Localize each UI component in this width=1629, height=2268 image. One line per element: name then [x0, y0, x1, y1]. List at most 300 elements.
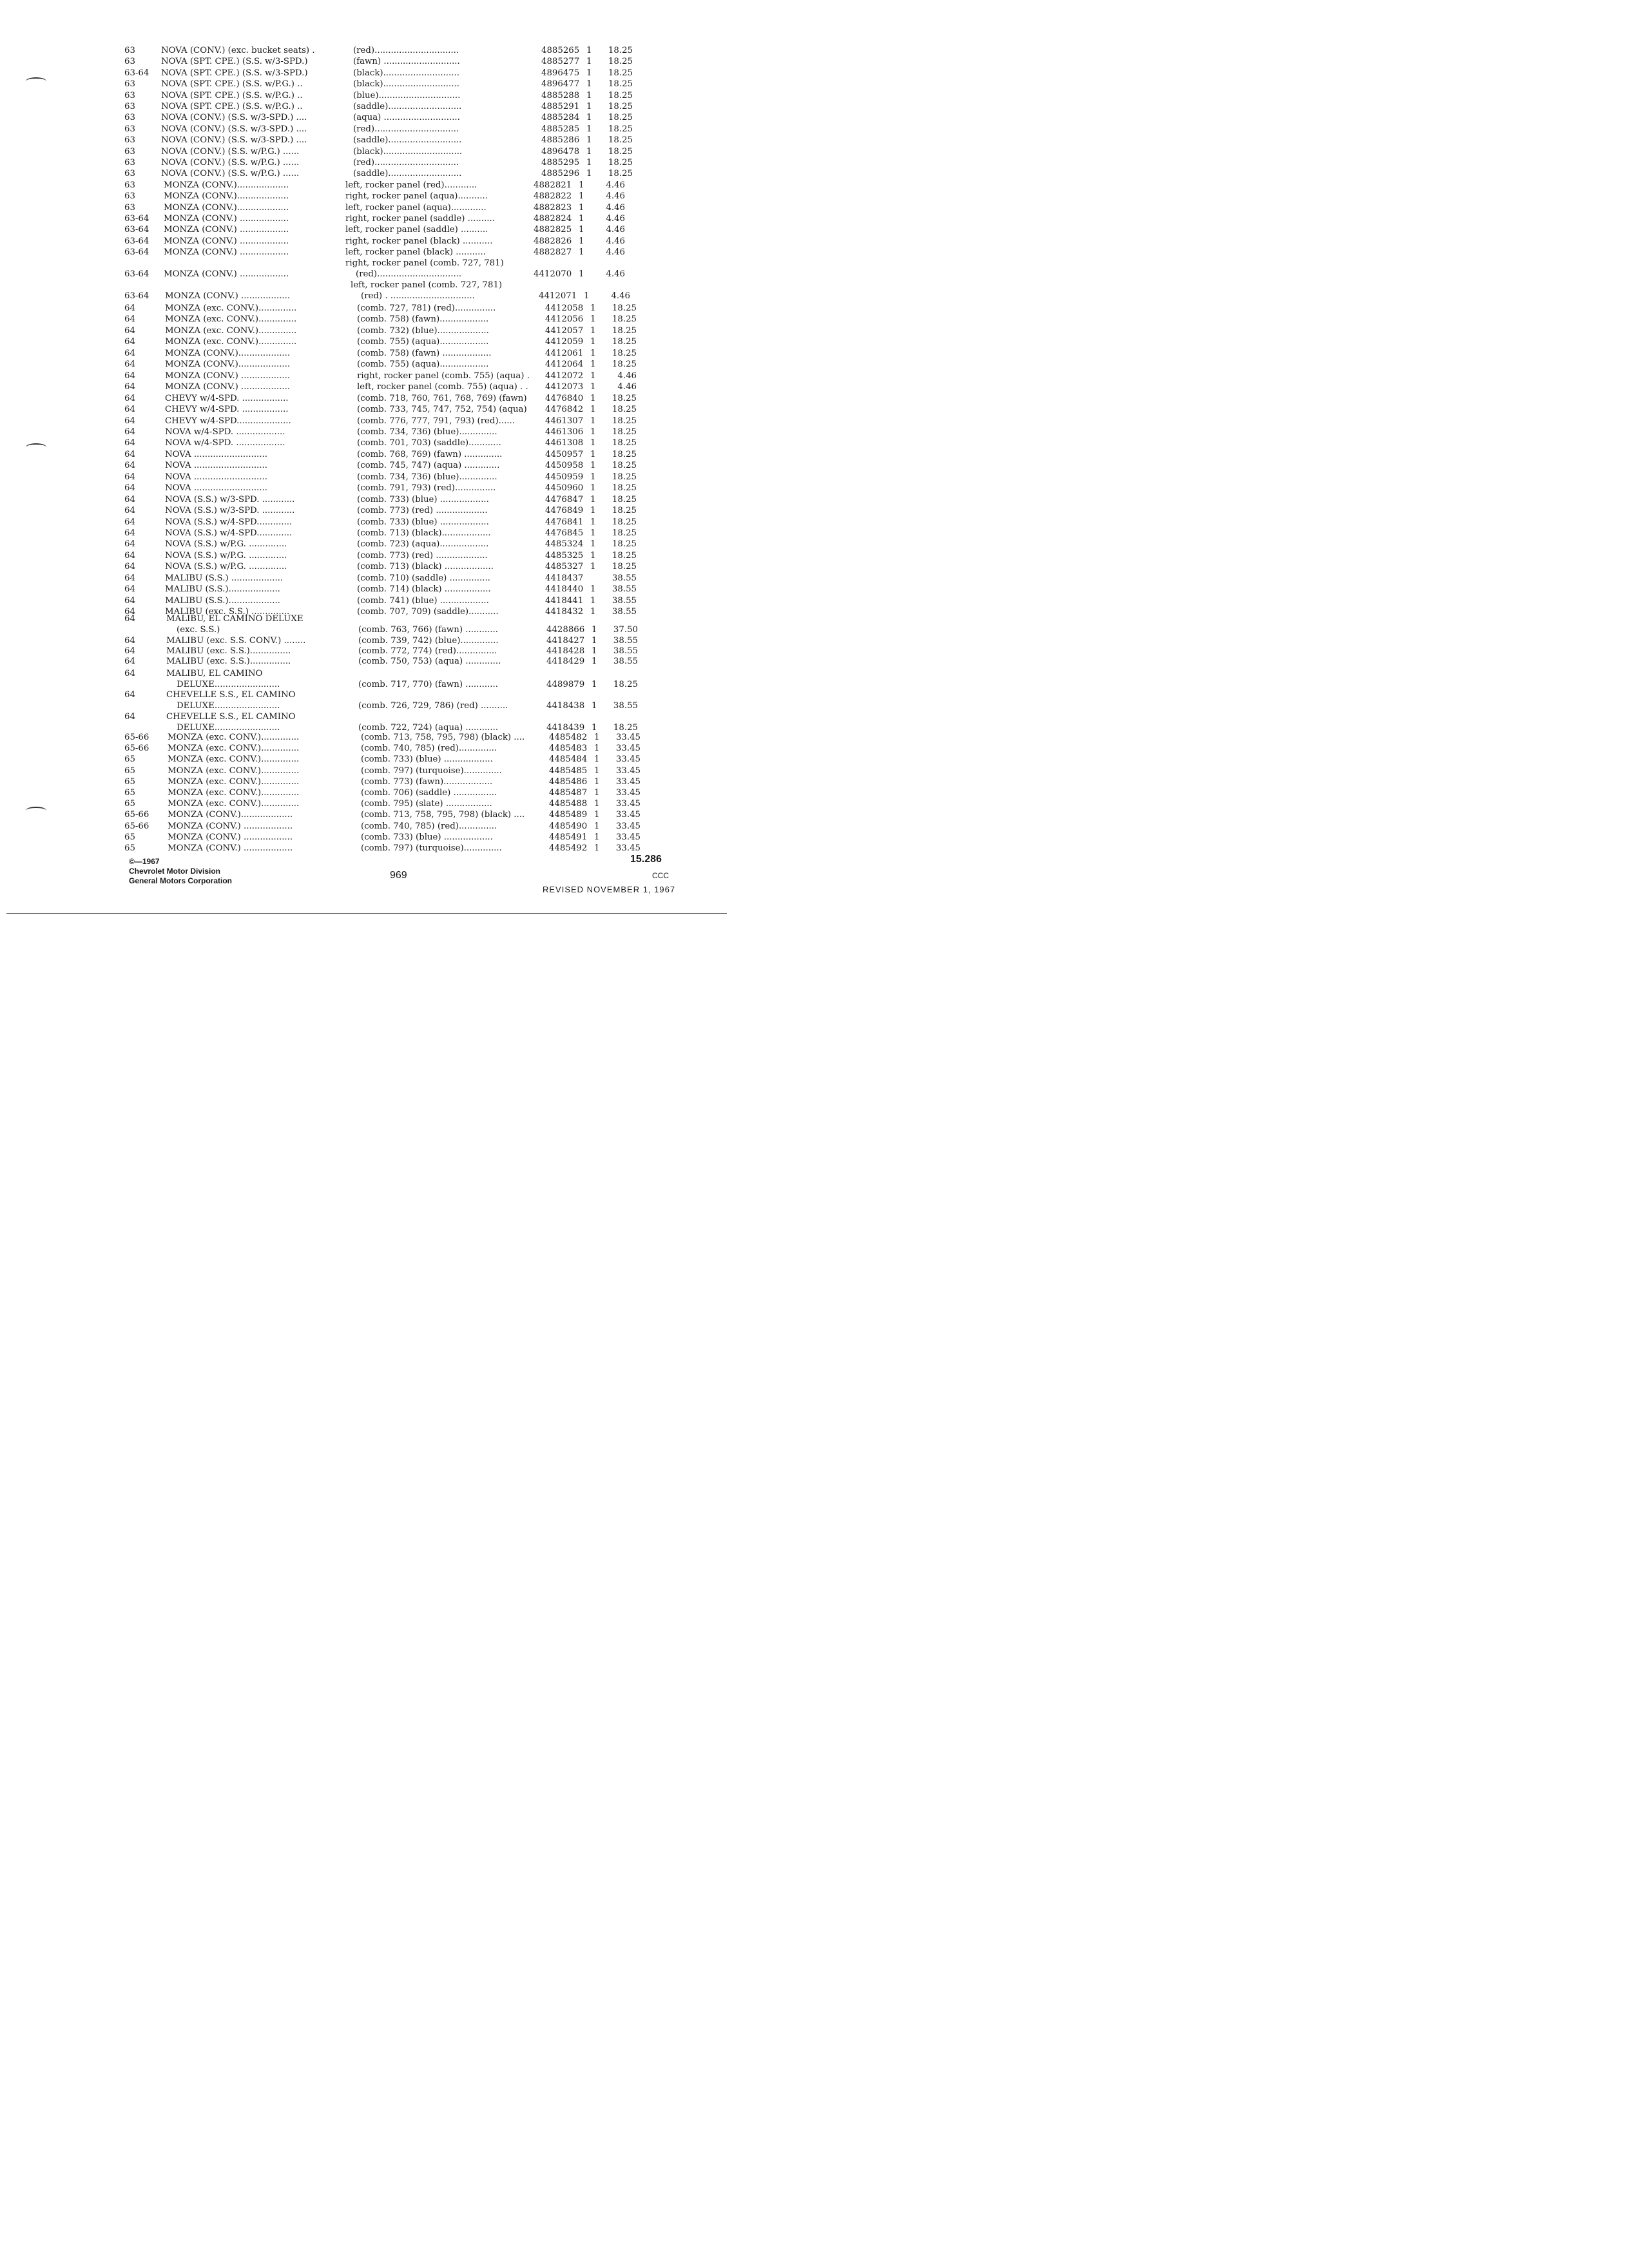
- year-cell: 64: [124, 360, 135, 370]
- year-cell: 64: [124, 646, 135, 656]
- part-number-cell: 4476841: [545, 517, 584, 527]
- quantity-cell: 1: [586, 46, 592, 55]
- quantity-cell: 1: [590, 506, 596, 516]
- copyright: ©—1967: [129, 857, 160, 866]
- price-cell: 18.25: [608, 102, 633, 111]
- part-number-cell: 4476842: [545, 405, 584, 415]
- year-cell: 64: [124, 573, 135, 583]
- quantity-cell: 1: [594, 765, 600, 776]
- description-cell: (comb. 706) (saddle) ................: [361, 788, 497, 798]
- model-cell: MONZA (exc. CONV.)..............: [168, 788, 300, 798]
- quantity-cell: 1: [594, 810, 600, 820]
- year-cell: 64: [124, 472, 135, 482]
- description-cell: (comb. 733) (blue) ..................: [361, 754, 493, 765]
- quantity-cell: 1: [592, 657, 597, 666]
- quantity-cell: 1: [590, 325, 596, 336]
- quantity-cell: 1: [579, 180, 584, 190]
- description-cell: (comb. 717, 770) (fawn) ............: [358, 680, 498, 689]
- year-cell: 64: [124, 337, 135, 347]
- price-cell: 18.25: [608, 79, 633, 90]
- part-number-cell: 4450960: [545, 483, 584, 494]
- year-cell: 63: [124, 124, 135, 134]
- price-cell: 18.25: [608, 124, 633, 134]
- model-cell: NOVA (CONV.) (exc. bucket seats) .: [161, 46, 315, 55]
- model-cell: MONZA (CONV.) ..................: [164, 236, 289, 246]
- description-cell: (comb. 713, 758, 795, 798) (black) ....: [361, 733, 525, 742]
- part-number-cell: 4476840: [545, 393, 584, 403]
- price-cell: 4.46: [606, 202, 625, 213]
- part-number-cell: 4418429: [546, 657, 585, 666]
- description-cell: left, rocker panel (red)............: [345, 180, 477, 190]
- description-cell: (comb. 713) (black) ..................: [357, 562, 494, 572]
- description-cell: (comb. 797) (turquoise)..............: [361, 765, 502, 776]
- part-number-cell: 4412057: [545, 325, 584, 336]
- year-cell: 63-64: [124, 269, 149, 279]
- model-cell: MONZA (exc. CONV.)..............: [165, 337, 297, 347]
- quantity-cell: 1: [586, 68, 592, 78]
- revision-date: REVISED NOVEMBER 1, 1967: [543, 885, 676, 894]
- part-number-cell: 4418439: [546, 723, 585, 733]
- description-cell: (red)...............................: [353, 124, 459, 134]
- quantity-cell: 1: [586, 113, 592, 123]
- model-cell: MALIBU, EL CAMINO: [166, 669, 263, 678]
- quantity-cell: 1: [584, 291, 590, 301]
- quantity-cell: 1: [594, 744, 600, 754]
- quantity-cell: 1: [594, 799, 600, 809]
- model-cell: MONZA (exc. CONV.)..............: [168, 754, 300, 765]
- quantity-cell: 1: [579, 269, 584, 279]
- year-cell: 64: [124, 595, 135, 606]
- year-cell: 63-64: [124, 291, 149, 301]
- quantity-cell: 1: [590, 416, 596, 426]
- price-cell: 18.25: [612, 337, 637, 347]
- year-cell: 64: [124, 614, 135, 624]
- binder-hole-mark: [26, 443, 46, 451]
- year-cell: 64: [124, 438, 135, 448]
- price-cell: 18.25: [608, 158, 633, 168]
- quantity-cell: 1: [594, 832, 600, 842]
- model-cell: NOVA (S.S.) w/4-SPD.............: [165, 517, 293, 527]
- model-cell: MONZA (CONV.) ..................: [165, 291, 291, 301]
- price-cell: 18.25: [612, 528, 637, 538]
- part-number-cell: 4485490: [549, 821, 588, 831]
- quantity-cell: 1: [590, 517, 596, 527]
- quantity-cell: 1: [592, 701, 597, 711]
- description-cell: (saddle)...........................: [353, 102, 462, 111]
- model-cell: MONZA (exc. CONV.)..............: [168, 799, 300, 809]
- year-cell: 63: [124, 79, 135, 90]
- corporation-name: General Motors Corporation: [129, 876, 233, 885]
- model-cell: MALIBU (S.S.)...................: [165, 595, 280, 606]
- model-cell: MALIBU (exc. S.S. CONV.) ........: [166, 636, 306, 646]
- quantity-cell: 1: [590, 483, 596, 494]
- quantity-cell: 1: [579, 225, 584, 235]
- bottom-rule: [6, 913, 727, 914]
- price-cell: 18.25: [612, 506, 637, 516]
- model-cell: NOVA (SPT. CPE.) (S.S. w/P.G.) ..: [161, 102, 303, 111]
- description-cell: (red)...............................: [356, 269, 462, 279]
- description-cell: right, rocker panel (comb. 755) (aqua) .: [357, 370, 530, 381]
- price-cell: 4.46: [606, 180, 625, 190]
- model-cell: DELUXE........................: [177, 701, 280, 711]
- price-cell: 33.45: [615, 810, 641, 820]
- price-cell: 18.25: [612, 494, 637, 505]
- part-number-cell: 4485482: [549, 733, 588, 742]
- price-cell: 38.55: [612, 584, 637, 595]
- part-number-cell: 4485486: [549, 776, 588, 787]
- year-cell: 64: [124, 562, 135, 572]
- year-cell: 65: [124, 765, 135, 776]
- part-number-cell: 4418440: [545, 584, 584, 595]
- part-number-cell: 4418428: [546, 646, 585, 656]
- price-cell: 4.46: [617, 370, 637, 381]
- description-cell: left, rocker panel (comb. 727, 781): [351, 280, 503, 290]
- description-cell: (comb. 707, 709) (saddle)...........: [357, 607, 499, 617]
- model-cell: MONZA (exc. CONV.)..............: [168, 765, 300, 776]
- model-cell: CHEVY w/4-SPD. .................: [165, 393, 289, 403]
- part-number-cell: 4882825: [534, 225, 572, 235]
- year-cell: 64: [124, 550, 135, 561]
- price-cell: 33.45: [615, 799, 641, 809]
- quantity-cell: 1: [592, 636, 597, 646]
- quantity-cell: 1: [590, 562, 596, 572]
- model-cell: NOVA (CONV.) (S.S. w/3-SPD.) ....: [161, 135, 307, 146]
- part-number-cell: 4485325: [545, 550, 584, 561]
- part-number-cell: 4882827: [534, 247, 572, 258]
- price-cell: 4.46: [611, 291, 630, 301]
- part-number-cell: 4412058: [545, 303, 584, 313]
- part-number-cell: 4476847: [545, 494, 584, 505]
- model-cell: CHEVY w/4-SPD....................: [165, 416, 291, 426]
- price-cell: 4.46: [606, 191, 625, 202]
- price-cell: 18.25: [612, 483, 637, 494]
- description-cell: left, rocker panel (saddle) ..........: [345, 225, 488, 235]
- price-cell: 33.45: [615, 788, 641, 798]
- year-cell: 63: [124, 180, 135, 190]
- year-cell: 63: [124, 57, 135, 67]
- description-cell: (saddle)...........................: [353, 135, 462, 146]
- description-cell: left, rocker panel (black) ...........: [345, 247, 486, 258]
- part-number-cell: 4485491: [549, 832, 588, 842]
- model-cell: MONZA (CONV.)...................: [168, 810, 293, 820]
- quantity-cell: 1: [594, 843, 600, 853]
- model-cell: MONZA (exc. CONV.)..............: [168, 733, 300, 742]
- year-cell: 63: [124, 158, 135, 168]
- description-cell: (comb. 768, 769) (fawn) ..............: [357, 449, 503, 459]
- description-cell: (comb. 758) (fawn)..................: [357, 314, 489, 325]
- year-cell: 65-66: [124, 821, 149, 831]
- price-cell: 33.45: [615, 754, 641, 765]
- part-number-cell: 4476845: [545, 528, 584, 538]
- part-number-cell: 4412072: [545, 370, 584, 381]
- description-cell: left, rocker panel (aqua).............: [345, 202, 487, 213]
- model-cell: NOVA (S.S.) w/P.G. ..............: [165, 550, 287, 561]
- price-cell: 18.25: [612, 314, 637, 325]
- quantity-cell: 1: [579, 214, 584, 224]
- description-cell: (red)...............................: [353, 158, 459, 168]
- year-cell: 64: [124, 528, 135, 538]
- model-cell: NOVA w/4-SPD. ..................: [165, 438, 285, 448]
- quantity-cell: 1: [586, 102, 592, 111]
- quantity-cell: 1: [579, 247, 584, 258]
- description-cell: right, rocker panel (comb. 727, 781): [345, 258, 504, 268]
- model-cell: MONZA (CONV.)...................: [165, 348, 291, 358]
- part-number-cell: 4418437: [545, 573, 584, 583]
- price-cell: 18.25: [612, 393, 637, 403]
- price-cell: 18.25: [613, 723, 638, 733]
- price-cell: 38.55: [613, 657, 638, 666]
- quantity-cell: 1: [586, 124, 592, 134]
- price-cell: 33.45: [615, 821, 641, 831]
- price-cell: 18.25: [612, 539, 637, 550]
- model-cell: NOVA (S.S.) w/4-SPD.............: [165, 528, 293, 538]
- quantity-cell: 1: [590, 449, 596, 459]
- model-cell: MONZA (CONV.) ..................: [165, 370, 291, 381]
- model-cell: NOVA ...........................: [165, 472, 267, 482]
- model-cell: MONZA (CONV.) ..................: [168, 843, 293, 853]
- price-cell: 4.46: [606, 225, 625, 235]
- description-cell: (aqua) ............................: [353, 113, 460, 123]
- price-cell: 18.25: [612, 562, 637, 572]
- price-cell: 18.25: [613, 680, 638, 689]
- quantity-cell: 1: [586, 90, 592, 101]
- price-cell: 33.45: [615, 765, 641, 776]
- quantity-cell: 1: [590, 337, 596, 347]
- price-cell: 4.46: [617, 382, 637, 392]
- part-number-cell: 4412056: [545, 314, 584, 325]
- model-cell: DELUXE........................: [177, 723, 280, 733]
- quantity-cell: 1: [590, 528, 596, 538]
- description-cell: (comb. 763, 766) (fawn) ............: [358, 625, 498, 635]
- year-cell: 64: [124, 669, 135, 678]
- price-cell: 33.45: [615, 843, 641, 853]
- part-number-cell: 4412070: [534, 269, 572, 279]
- price-cell: 18.25: [612, 472, 637, 482]
- description-cell: (fawn) ............................: [353, 57, 460, 67]
- description-cell: (black)............................: [353, 79, 459, 90]
- model-cell: MALIBU (S.S.)...................: [165, 584, 280, 595]
- part-number-cell: 4885295: [541, 158, 580, 168]
- price-cell: 18.25: [608, 146, 633, 157]
- year-cell: 63-64: [124, 214, 149, 224]
- year-cell: 63: [124, 102, 135, 111]
- year-cell: 64: [124, 393, 135, 403]
- quantity-cell: 1: [579, 236, 584, 246]
- quantity-cell: 1: [590, 607, 596, 617]
- part-number-cell: 4885288: [541, 90, 580, 101]
- model-cell: NOVA (SPT. CPE.) (S.S. w/P.G.) ..: [161, 79, 303, 90]
- part-number-cell: 4412059: [545, 337, 584, 347]
- part-number-cell: 4418441: [545, 595, 584, 606]
- description-cell: (comb. 750, 753) (aqua) .............: [358, 657, 501, 666]
- model-cell: MONZA (CONV.)...................: [164, 202, 289, 213]
- quantity-cell: 1: [592, 625, 597, 635]
- year-cell: 64: [124, 539, 135, 550]
- quantity-cell: 1: [594, 754, 600, 765]
- description-cell: right, rocker panel (black) ...........: [345, 236, 493, 246]
- model-cell: NOVA (S.S.) w/P.G. ..............: [165, 539, 287, 550]
- price-cell: 18.25: [608, 90, 633, 101]
- description-cell: (black)............................: [353, 68, 459, 78]
- year-cell: 64: [124, 303, 135, 313]
- division-name: Chevrolet Motor Division: [129, 867, 221, 876]
- description-cell: (comb. 701, 703) (saddle)............: [357, 438, 501, 448]
- description-cell: (red)...............................: [353, 46, 459, 55]
- year-cell: 64: [124, 517, 135, 527]
- year-cell: 65-66: [124, 733, 149, 742]
- price-cell: 38.55: [612, 595, 637, 606]
- year-cell: 64: [124, 483, 135, 494]
- price-cell: 18.25: [612, 550, 637, 561]
- quantity-cell: 1: [590, 472, 596, 482]
- year-cell: 64: [124, 325, 135, 336]
- description-cell: (comb. 758) (fawn) ..................: [357, 348, 492, 358]
- part-number-cell: 4489879: [546, 680, 585, 689]
- year-cell: 63-64: [124, 236, 149, 246]
- price-cell: 38.55: [612, 573, 637, 583]
- price-cell: 18.25: [612, 461, 637, 471]
- part-number-cell: 4885265: [541, 46, 580, 55]
- description-cell: (comb. 739, 742) (blue)..............: [358, 636, 499, 646]
- quantity-cell: 1: [590, 539, 596, 550]
- model-cell: MONZA (exc. CONV.)..............: [165, 303, 297, 313]
- part-number-cell: 4882823: [534, 202, 572, 213]
- model-cell: MONZA (CONV.)...................: [164, 191, 289, 202]
- price-cell: 33.45: [615, 776, 641, 787]
- description-cell: (comb. 772, 774) (red)...............: [358, 646, 497, 656]
- model-cell: MONZA (CONV.) ..................: [165, 382, 291, 392]
- year-cell: 64: [124, 584, 135, 595]
- model-cell: MALIBU (exc. S.S.)...............: [166, 646, 291, 656]
- quantity-cell: 1: [590, 393, 596, 403]
- part-number-cell: 4882821: [534, 180, 572, 190]
- price-cell: 4.46: [606, 214, 625, 224]
- model-cell: MONZA (CONV.) ..................: [164, 214, 289, 224]
- model-cell: NOVA (CONV.) (S.S. w/P.G.) ......: [161, 169, 300, 179]
- description-cell: (comb. 723) (aqua)..................: [357, 539, 489, 550]
- part-number-cell: 4885291: [541, 102, 580, 111]
- part-number-cell: 4412061: [545, 348, 584, 358]
- part-number-cell: 4896475: [541, 68, 580, 78]
- quantity-cell: 1: [590, 382, 596, 392]
- year-cell: 64: [124, 348, 135, 358]
- description-cell: (comb. 726, 729, 786) (red) ..........: [358, 701, 508, 711]
- year-cell: 63-64: [124, 68, 149, 78]
- part-number-cell: 4896477: [541, 79, 580, 90]
- part-number-cell: 4485489: [549, 810, 588, 820]
- description-cell: (red) . ...............................: [361, 291, 475, 301]
- quantity-cell: 1: [592, 646, 597, 656]
- model-cell: MALIBU (S.S.) ...................: [165, 573, 284, 583]
- model-cell: NOVA ...........................: [165, 483, 267, 494]
- year-cell: 64: [124, 382, 135, 392]
- year-cell: 63: [124, 113, 135, 123]
- model-cell: CHEVY w/4-SPD. .................: [165, 405, 289, 415]
- year-cell: 64: [124, 690, 135, 700]
- price-cell: 4.46: [606, 247, 625, 258]
- quantity-cell: 1: [590, 360, 596, 370]
- model-cell: NOVA (S.S.) w/3-SPD. ............: [165, 506, 295, 516]
- description-cell: (comb. 733) (blue) ..................: [357, 494, 489, 505]
- description-cell: (comb. 713, 758, 795, 798) (black) ....: [361, 810, 525, 820]
- model-cell: CHEVELLE S.S., EL CAMINO: [166, 712, 296, 722]
- part-number-cell: 4485484: [549, 754, 588, 765]
- model-cell: NOVA (S.S.) w/P.G. ..............: [165, 562, 287, 572]
- price-cell: 18.25: [608, 68, 633, 78]
- description-cell: (comb. 722, 724) (aqua) ............: [358, 723, 499, 733]
- description-cell: (comb. 733) (blue) ..................: [361, 832, 493, 842]
- part-number-cell: 4485324: [545, 539, 584, 550]
- quantity-cell: 1: [592, 723, 597, 733]
- description-cell: (comb. 740, 785) (red)..............: [361, 821, 497, 831]
- model-cell: NOVA ...........................: [165, 461, 267, 471]
- price-cell: 18.25: [608, 169, 633, 179]
- part-number-cell: 4461307: [545, 416, 584, 426]
- quantity-cell: 1: [586, 146, 592, 157]
- model-cell: MONZA (exc. CONV.)..............: [168, 744, 300, 754]
- part-number-cell: 4882822: [534, 191, 572, 202]
- description-cell: (comb. 733) (blue) ..................: [357, 517, 489, 527]
- year-cell: 64: [124, 657, 135, 666]
- binder-hole-mark: [26, 77, 46, 85]
- year-cell: 64: [124, 712, 135, 722]
- part-number-cell: 4485483: [549, 744, 588, 754]
- year-cell: 63-64: [124, 225, 149, 235]
- quantity-cell: 1: [590, 427, 596, 437]
- part-number-cell: 4485492: [549, 843, 588, 853]
- quantity-cell: 1: [590, 595, 596, 606]
- catalog-code: CCC: [652, 871, 669, 880]
- year-cell: 64: [124, 461, 135, 471]
- year-cell: 63: [124, 169, 135, 179]
- price-cell: 18.25: [612, 517, 637, 527]
- price-cell: 18.25: [612, 303, 637, 313]
- year-cell: 64: [124, 506, 135, 516]
- page-number: 969: [390, 870, 407, 881]
- price-cell: 18.25: [612, 438, 637, 448]
- price-cell: 18.25: [612, 427, 637, 437]
- part-number-cell: 4428866: [546, 625, 585, 635]
- part-number-cell: 4412071: [539, 291, 577, 301]
- part-number-cell: 4896478: [541, 146, 580, 157]
- part-number-cell: 4885284: [541, 113, 580, 123]
- description-cell: (comb. 733, 745, 747, 752, 754) (aqua): [357, 405, 527, 415]
- year-cell: 64: [124, 370, 135, 381]
- price-cell: 18.25: [612, 416, 637, 426]
- part-number-cell: 4885285: [541, 124, 580, 134]
- description-cell: (comb. 727, 781) (red)...............: [357, 303, 496, 313]
- year-cell: 64: [124, 416, 135, 426]
- model-cell: NOVA (CONV.) (S.S. w/3-SPD.) ....: [161, 113, 307, 123]
- quantity-cell: 1: [586, 169, 592, 179]
- model-cell: NOVA w/4-SPD. ..................: [165, 427, 285, 437]
- price-cell: 18.25: [608, 113, 633, 123]
- part-number-cell: 4461308: [545, 438, 584, 448]
- year-cell: 63: [124, 90, 135, 101]
- model-cell: NOVA (CONV.) (S.S. w/P.G.) ......: [161, 146, 300, 157]
- year-cell: 65: [124, 799, 135, 809]
- year-cell: 65-66: [124, 744, 149, 754]
- part-number-cell: 4485488: [549, 799, 588, 809]
- price-cell: 33.45: [615, 744, 641, 754]
- description-cell: (comb. 755) (aqua)..................: [357, 360, 489, 370]
- quantity-cell: 1: [594, 821, 600, 831]
- model-cell: MONZA (CONV.) ..................: [168, 821, 293, 831]
- quantity-cell: 1: [590, 438, 596, 448]
- quantity-cell: 1: [590, 405, 596, 415]
- price-cell: 18.25: [612, 449, 637, 459]
- description-cell: (comb. 776, 777, 791, 793) (red)......: [357, 416, 515, 426]
